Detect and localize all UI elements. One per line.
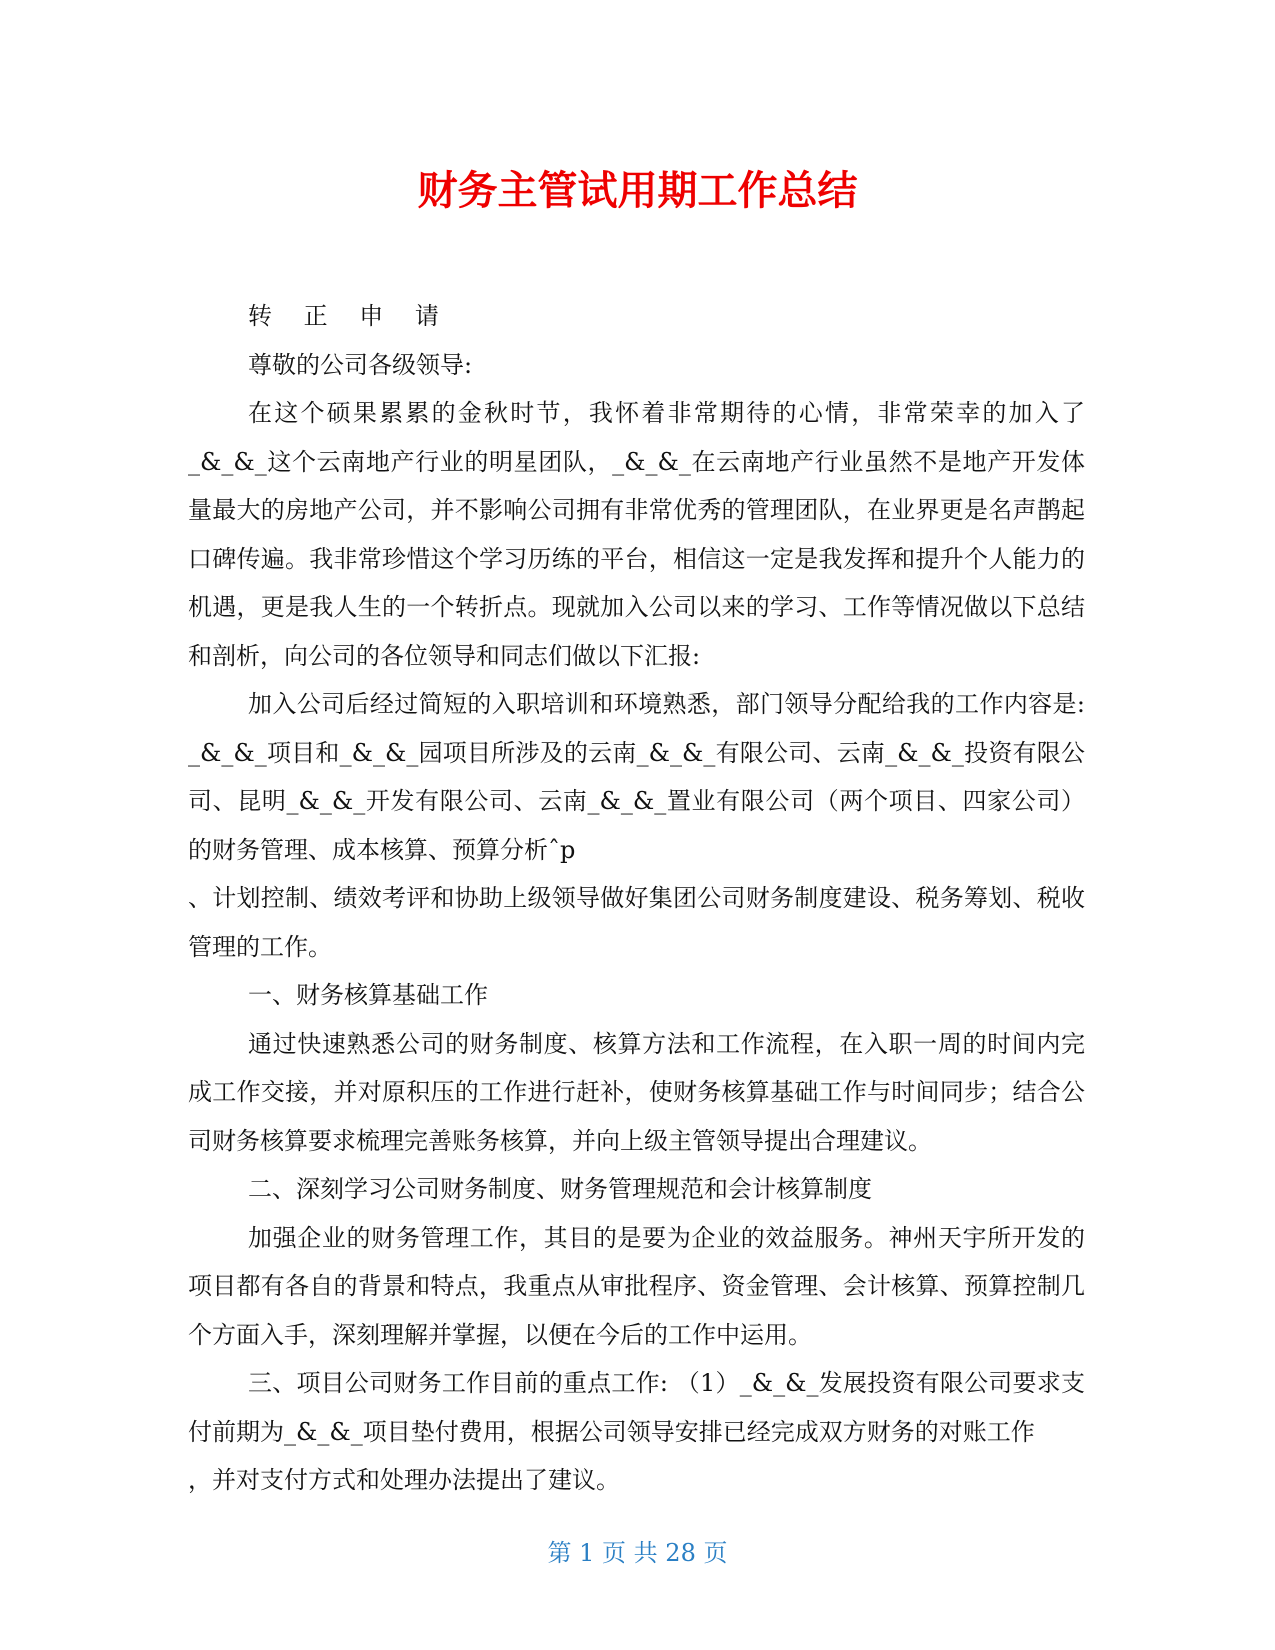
page-number-footer: 第 1 页 共 28 页 [547, 1539, 728, 1567]
paragraph-salutation: 尊敬的公司各级领导: [248, 350, 473, 379]
paragraph-assignment-continued: 、计划控制、绩效考评和协助上级领导做好集团公司财务制度建设、税务筹划、税收管理的工作。 [188, 884, 1085, 961]
document-body [188, 292, 1085, 1505]
paragraph-section-2: 加强企业的财务管理工作，其目的是要为企业的效益服务。神州天宇所开发的项目都有各自的背景和特点，我重点从审批程序、资金管理、会计核算、预算控制几个方面入手，深刻理解并掌握，以便在今后的工作中运用。 [188, 1223, 1085, 1349]
paragraph-section-3-continued: ，并对支付方式和处理办法提出了建议。 [188, 1466, 620, 1494]
section-heading-2: 二、深刻学习公司财务制度、财务管理规范和会计核算制度 [248, 1175, 872, 1203]
section-heading-1: 一、财务核算基础工作 [248, 981, 488, 1009]
paragraph-intro: 在这个硕果累累的金秋时节，我怀着非常期待的心情，非常荣幸的加入了_&_&_这个云南地产行业的明星团队，_&_&_在云南地产行业虽然不是地产开发体量最大的房地产公司，并不影响公司拥有非常优秀的管理团队，在业界更是名声鹊起口碑传遍。我非常珍惜这个学习历练的平台，相信这一定是我发挥和提升个人能力的机遇，更是我人生的一个转折点。现就加入公司以来的学习、工作等情况做以下总结和剖析，向公司的各位领导和同志们做以下汇报: [188, 399, 1085, 670]
document-title: 财务主管试用期工作总结 [417, 168, 858, 214]
paragraph-heading-application: 转 正 申 请 [248, 302, 451, 330]
paragraph-assignment: 加入公司后经过简短的入职培训和环境熟悉，部门领导分配给我的工作内容是: _&_&_项目和_&_&_园项目所涉及的云南_&_&_有限公司、云南_&_&_投资有限公司、昆明_&_&_开发有限公司、云南_&_&_置业有限公司（两个项目、四家公司）的财务管理、成本核算、预算分析ˆp [188, 690, 1085, 864]
paragraph-section-1: 通过快速熟悉公司的财务制度、核算方法和工作流程，在入职一周的时间内完成工作交接，并对原积压的工作进行赶补，使财务核算基础工作与时间同步；结合公司财务核算要求梳理完善账务核算，并向上级主管领导提出合理建议。 [188, 1029, 1085, 1155]
paragraph-section-3: 三、项目公司财务工作目前的重点工作: （1）_&_&_发展投资有限公司要求支付前期为_&_&_项目垫付费用，根据公司领导安排已经完成双方财务的对账工作 [188, 1369, 1085, 1446]
